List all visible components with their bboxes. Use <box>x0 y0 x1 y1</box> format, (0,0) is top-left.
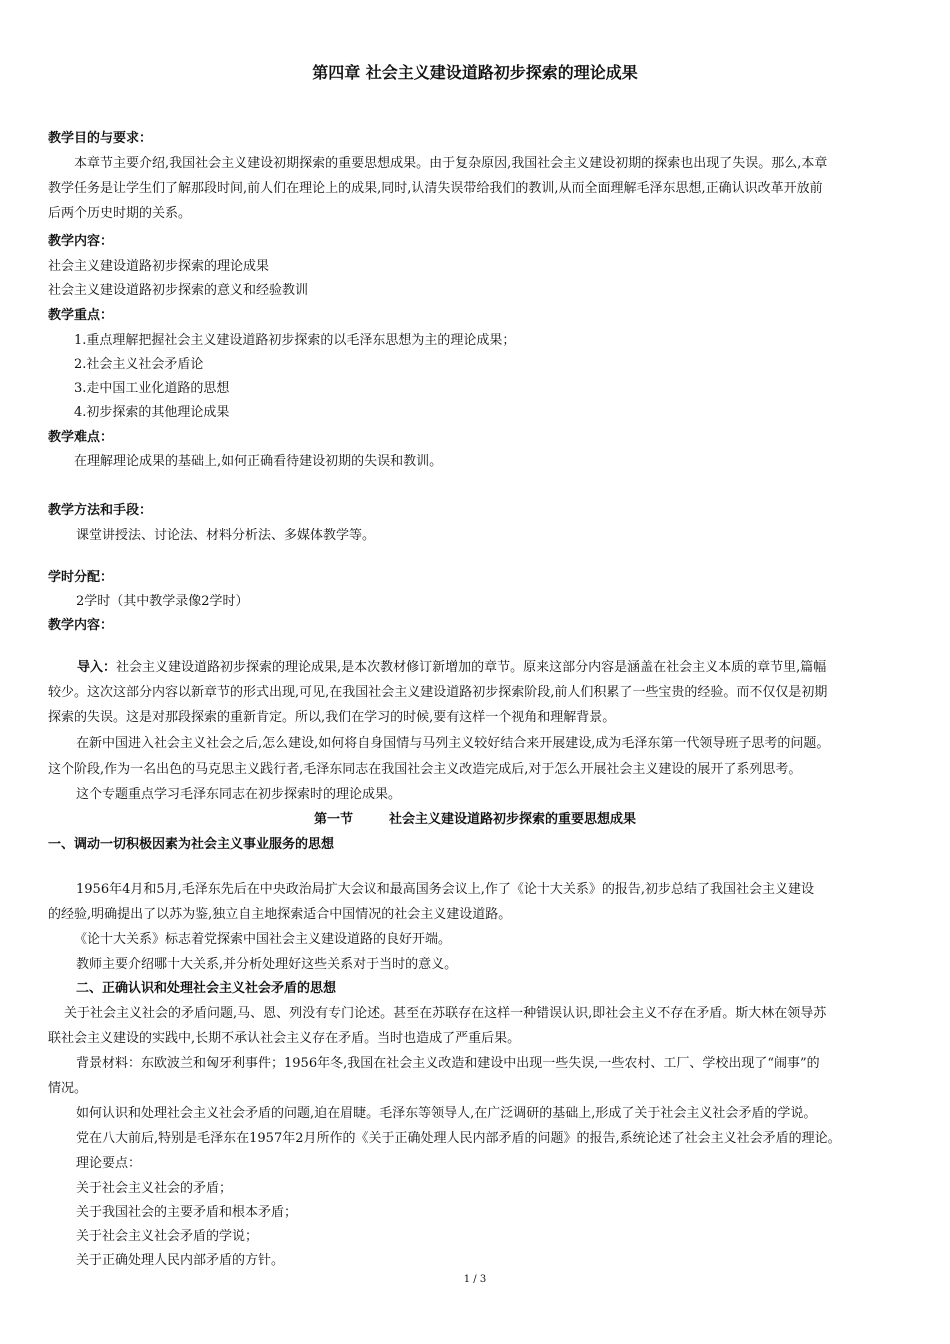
paragraph-line: 《论十大关系》标志着党探索中国社会主义建设道路的良好开端。 <box>74 932 452 947</box>
content2-heading: 教学内容： <box>48 618 114 633</box>
paragraph-line: 联社会主义建设的实践中,长期不承认社会主义存在矛盾。当时也造成了严重后果。 <box>48 1031 521 1046</box>
paragraph-line: 关于社会主义社会的矛盾问题,马、恩、列没有专门论述。甚至在苏联存在这样一种错误认识,即社会主义不存在矛盾。斯大林在领导苏 <box>64 1006 827 1021</box>
paragraph-line: 的经验,明确提出了以苏为鉴,独立自主地探索适合中国情况的社会主义建设道路。 <box>48 907 512 922</box>
paragraph-line: 如何认识和处理社会主义社会矛盾的问题,迫在眉睫。毛泽东等领导人,在广泛调研的基础上,形成了关于社会主义社会矛盾的学说。 <box>76 1106 817 1121</box>
paragraph-line: 1956年4月和5月,毛泽东先后在中央政治局扩大会议和最高国务会议上,作了《论十大关系》的报告,初步总结了我国社会主义建设 <box>76 882 815 897</box>
objectives-heading: 教学目的与要求： <box>48 131 153 146</box>
intro-line <box>77 659 902 677</box>
paragraph-line: 背景材料：东欧波兰和匈牙利事件；1956年冬,我国在社会主义改造和建设中出现一些失误,一些农村、工厂、学校出现了“闹事”的 <box>76 1056 820 1071</box>
paragraph-line: 探索的失误。这是对那段探索的重新肯定。所以,我们在学习的时候,要有这样一个视角和理解背景。 <box>48 710 616 725</box>
content-heading: 教学内容： <box>48 234 114 249</box>
paragraph-line: 党在八大前后,特别是毛泽东在1957年2月所作的《关于正确处理人民内部矛盾的问题》的报告,系统论述了社会主义社会矛盾的理论。 <box>76 1131 841 1146</box>
paragraph-line: 这个阶段,作为一名出色的马克思主义践行者,毛泽东同志在我国社会主义改造完成后,对于怎么开展社会主义建设的展开了系列思考。 <box>48 762 802 777</box>
methods-heading: 教学方法和手段： <box>48 503 153 518</box>
content-item: 社会主义建设道路初步探索的理论成果 <box>48 259 270 274</box>
paragraph-line: 这个专题重点学习毛泽东同志在初步探索时的理论成果。 <box>76 787 402 802</box>
keypoints-heading: 教学重点： <box>48 308 114 323</box>
section-title: 社会主义建设道路初步探索的重要思想成果 <box>389 812 637 827</box>
intro-text: 社会主义建设道路初步探索的理论成果,是本次教材修订新增加的章节。原来这部分内容是涵盖在社会主义本质的章节里,篇幅 <box>116 660 827 675</box>
page-number: 1 / 3 <box>463 1274 487 1285</box>
paragraph-line: 关于我国社会的主要矛盾和根本矛盾； <box>76 1205 298 1220</box>
hours-text: 2学时（其中教学录像2学时） <box>76 594 249 609</box>
paragraph-line: 关于社会主义社会的矛盾； <box>76 1181 233 1196</box>
paragraph-line: 后两个历史时期的关系。 <box>48 206 192 221</box>
paragraph-line: 在新中国进入社会主义社会之后,怎么建设,如何将自身国情与马列主义较好结合来开展建设,成为毛泽东第一代领导班子思考的问题。 <box>76 736 830 751</box>
difficulties-heading: 教学难点： <box>48 430 114 445</box>
methods-text: 课堂讲授法、讨论法、材料分析法、多媒体教学等。 <box>76 528 376 543</box>
content-item: 社会主义建设道路初步探索的意义和经验教训 <box>48 283 309 298</box>
subheading-1: 一、调动一切积极因素为社会主义事业服务的思想 <box>48 837 335 852</box>
keypoint-item: 2.社会主义社会矛盾论 <box>74 357 204 372</box>
paragraph-line: 关于社会主义社会矛盾的学说； <box>76 1229 259 1244</box>
page-title: 第四章 社会主义建设道路初步探索的理论成果 <box>312 63 638 82</box>
paragraph-line: 关于正确处理人民内部矛盾的方针。 <box>76 1253 285 1268</box>
paragraph-line: 较少。这次这部分内容以新章节的形式出现,可见,在我国社会主义建设道路初步探索阶段,前人们积累了一些宝贵的经验。而不仅仅是初期 <box>48 685 828 700</box>
section-heading <box>0 811 950 829</box>
paragraph-line: 教学任务是让学生们了解那段时间,前人们在理论上的成果,同时,认清失误带给我们的教训,从而全面理解毛泽东思想,正确认识改革开放前 <box>48 181 823 196</box>
paragraph-line: 情况。 <box>48 1081 88 1096</box>
paragraph-line: 教师主要介绍哪十大关系,并分析处理好这些关系对于当时的意义。 <box>76 957 458 972</box>
hours-heading: 学时分配： <box>48 570 114 585</box>
section-number: 第一节 <box>313 812 353 827</box>
keypoint-item: 3.走中国工业化道路的思想 <box>74 381 230 396</box>
intro-label: 导入： <box>77 660 117 675</box>
subheading-2: 二、正确认识和处理社会主义社会矛盾的思想 <box>76 981 337 996</box>
keypoint-item: 1.重点理解把握社会主义建设道路初步探索的以毛泽东思想为主的理论成果； <box>74 333 516 348</box>
keypoint-item: 4.初步探索的其他理论成果 <box>74 405 230 420</box>
paragraph-line: 理论要点： <box>76 1156 142 1171</box>
difficulties-text: 在理解理论成果的基础上,如何正确看待建设初期的失误和教训。 <box>74 454 443 469</box>
paragraph-line: 本章节主要介绍,我国社会主义建设初期探索的重要思想成果。由于复杂原因,我国社会主义建设初期的探索也出现了失误。那么,本章 <box>74 156 828 171</box>
